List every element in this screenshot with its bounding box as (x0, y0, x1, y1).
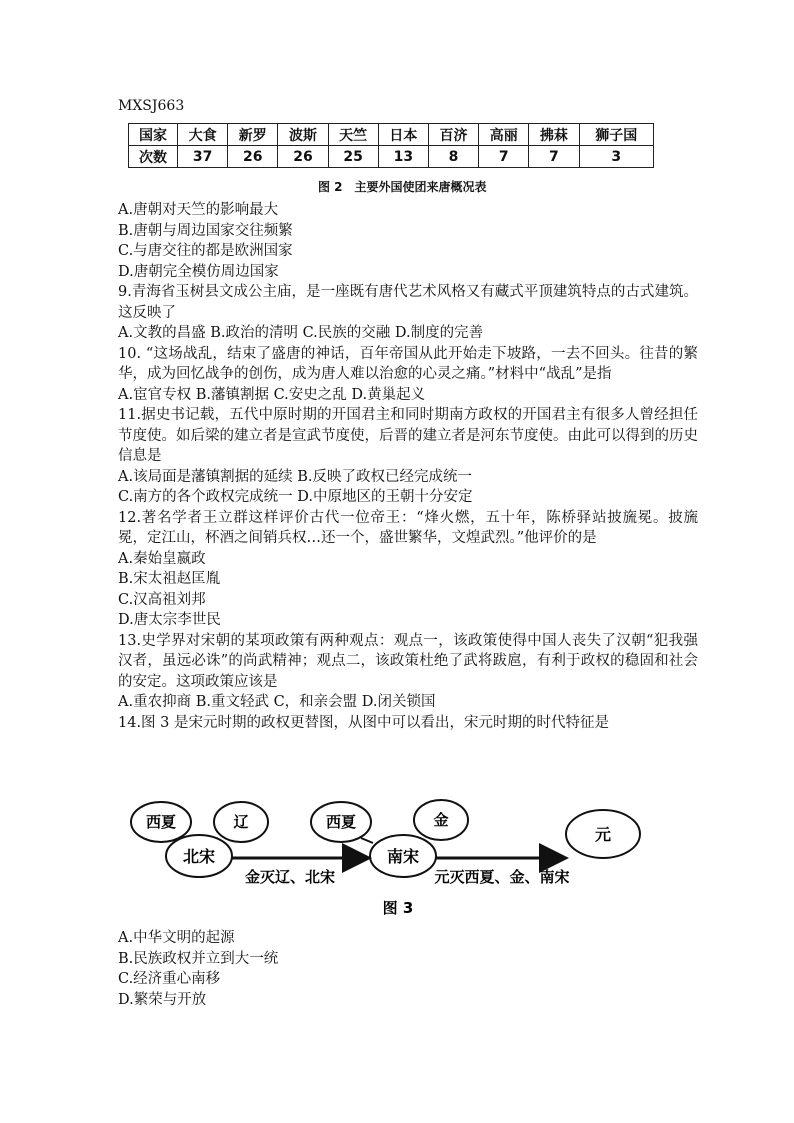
question-block (118, 200, 698, 733)
node-label: 元 (594, 825, 612, 844)
question-10-stem: 10. “这场战乱，结束了盛唐的神话，百年帝国从此开始走下坡路，一去不回头。往昔的繁华，成为回忆战争的创伤，成为唐人难以治愈的心灵之痛。”材料中“战乱”是指 (118, 345, 698, 382)
table-cell: 狮子国 (579, 124, 654, 146)
table-cell: 37 (178, 146, 228, 168)
option-b: B.宋太祖赵匡胤 (118, 571, 221, 587)
question-9-stem: 9.青海省玉树县文成公主庙，是一座既有唐代艺术风格又有藏式平顶建筑特点的古式建筑。这反映了 (118, 284, 698, 321)
option-c: C.经济重心南移 (118, 971, 221, 987)
node-label: 西夏 (145, 813, 177, 831)
table-cell: 天竺 (328, 124, 378, 146)
option-a: A.秦始皇嬴政 (118, 550, 206, 567)
figure-caption: 图 3 (382, 899, 414, 917)
option-c: C.与唐交往的都是欧洲国家 (118, 243, 293, 259)
node-label: 南宋 (386, 847, 420, 866)
node-label: 北宋 (182, 847, 216, 866)
option-a: A.中华文明的起源 (118, 930, 235, 946)
table-cell: 大食 (178, 124, 228, 146)
table-row (129, 124, 654, 146)
table-cell: 拂菻 (529, 124, 579, 146)
question-11-options-1: A.该局面是藩镇割据的延续 B.反映了政权已经完成统一 (118, 468, 472, 485)
table-header-cell: 国家 (129, 124, 178, 146)
node-label: 西夏 (325, 813, 357, 831)
table-cell: 25 (328, 146, 378, 168)
table-cell: 7 (479, 146, 529, 168)
question-14-options (118, 928, 698, 1010)
option-d: D.唐太宗李世民 (118, 612, 221, 628)
question-11-options-2: C.南方的各个政权完成统一 D.中原地区的王朝十分安定 (118, 489, 473, 505)
arrow-label: 金灭辽、北宋 (244, 868, 336, 886)
table-cell: 3 (579, 146, 654, 168)
option-b: B.唐朝与周边国家交往频繁 (118, 222, 293, 239)
question-11-stem: 11.据史书记载，五代中原时期的开国君主和同时期南方政权的开国君主有很多人曾经担任节度使。如后梁的建立者是宣武节度使，后晋的建立者是河东节度使。由此可以得到的历史信息是 (118, 407, 698, 464)
option-d: D.唐朝完全模仿周边国家 (118, 263, 279, 280)
option-b: B.民族政权并立到大一统 (118, 950, 279, 967)
envoy-table (128, 123, 654, 168)
table-cell: 7 (529, 146, 579, 168)
option-d: D.繁荣与开放 (118, 991, 207, 1008)
document-code: MXSJ663 (118, 98, 185, 114)
option-a: A.唐朝对天竺的影响最大 (118, 202, 279, 218)
question-13-options: A.重农抑商 B.重文轻武 C，和亲会盟 D.闭关锁国 (118, 694, 436, 710)
table-cell: 百济 (428, 124, 478, 146)
table-cell: 8 (428, 146, 478, 168)
connector-line (361, 838, 373, 843)
table-cell: 高丽 (479, 124, 529, 146)
question-9-options: A.文教的昌盛 B.政治的清明 C.民族的交融 D.制度的完善 (118, 325, 484, 341)
table-cell: 26 (278, 146, 328, 168)
option-c: C.汉高祖刘邦 (118, 591, 206, 608)
table-cell: 新罗 (228, 124, 278, 146)
question-13-stem: 13.史学界对宋朝的某项政策有两种观点：观点一，该政策使得中国人丧失了汉朝“犯我强汉者，虽远必诛”的尚武精神；观点二，该政策杜绝了武将跋扈，有利于政权的稳固和社会的安定。这项政策应该是 (118, 632, 698, 690)
table-cell: 日本 (378, 124, 428, 146)
table-row (129, 146, 654, 168)
table-header-cell: 次数 (129, 146, 178, 168)
table-cell: 26 (228, 146, 278, 168)
table-cell: 13 (378, 146, 428, 168)
table-cell: 波斯 (278, 124, 328, 146)
arrow-label: 元灭西夏、金、南宋 (434, 868, 570, 886)
question-14-stem: 14.图 3 是宋元时期的政权更替图，从图中可以看出，宋元时期的时代特征是 (118, 714, 610, 731)
node-label: 金 (433, 811, 449, 829)
table-caption: 图 2 主要外国使团来唐概况表 (318, 180, 487, 194)
regime-succession-diagram (118, 796, 678, 922)
question-10-options: A.宦官专权 B.藩镇割据 C.安史之乱 D.黄巢起义 (118, 386, 426, 403)
question-12-stem: 12.著名学者王立群这样评价古代一位帝王：“烽火燃，五十年，陈桥驿站披旒冕。披旒冕，定江山，杯酒之间销兵权…还一个，盛世繁华，文煌武烈。”他评价的是 (118, 509, 698, 546)
node-label: 辽 (233, 813, 249, 831)
